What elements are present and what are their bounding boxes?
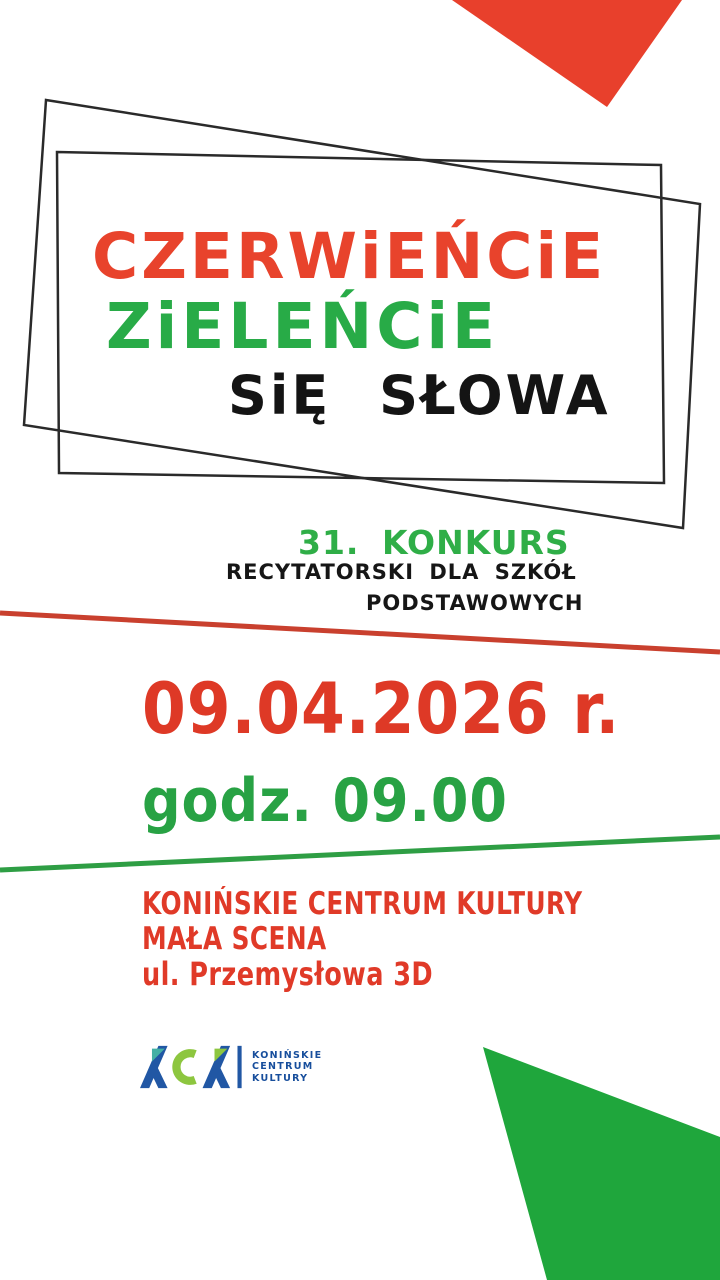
kck-logo-text-line2: CENTRUM xyxy=(252,1061,314,1073)
kck-logo-text-line1: KONIŃSKIE xyxy=(252,1049,323,1061)
green-divider-line xyxy=(0,837,720,870)
venue-stage: MAŁA SCENA xyxy=(142,921,327,957)
kck-logo-divider xyxy=(237,1046,241,1088)
kck-logo-text xyxy=(252,1050,322,1084)
kck-logo-icon xyxy=(140,1044,243,1090)
contest-subtitle-line2: PODSTAWOWYCH xyxy=(366,591,584,615)
contest-subtitle-line1: RECYTATORSKI DLA SZKÓŁ xyxy=(226,560,577,584)
kck-logo-text-line3: KULTURY xyxy=(252,1072,309,1084)
title-word-sie-slowa: SiĘ SŁOWA xyxy=(228,364,611,427)
event-date: 09.04.2026 r. xyxy=(142,668,621,750)
kck-logo xyxy=(140,1044,322,1090)
red-divider-line xyxy=(0,613,720,652)
bottom-green-triangle xyxy=(483,1047,720,1280)
event-time: godz. 09.00 xyxy=(142,766,508,836)
venue-name: KONIŃSKIE CENTRUM KULTURY xyxy=(142,886,583,922)
top-red-triangle xyxy=(452,0,682,107)
contest-number: 31. KONKURS xyxy=(298,523,570,562)
kck-c-stroke xyxy=(176,1053,195,1081)
title-word-zielencie: ZiELEŃCiE xyxy=(106,290,500,363)
venue-address: ul. Przemysłowa 3D xyxy=(142,955,434,993)
title-word-czerwiencie: CZERWiEŃCiE xyxy=(92,220,607,293)
